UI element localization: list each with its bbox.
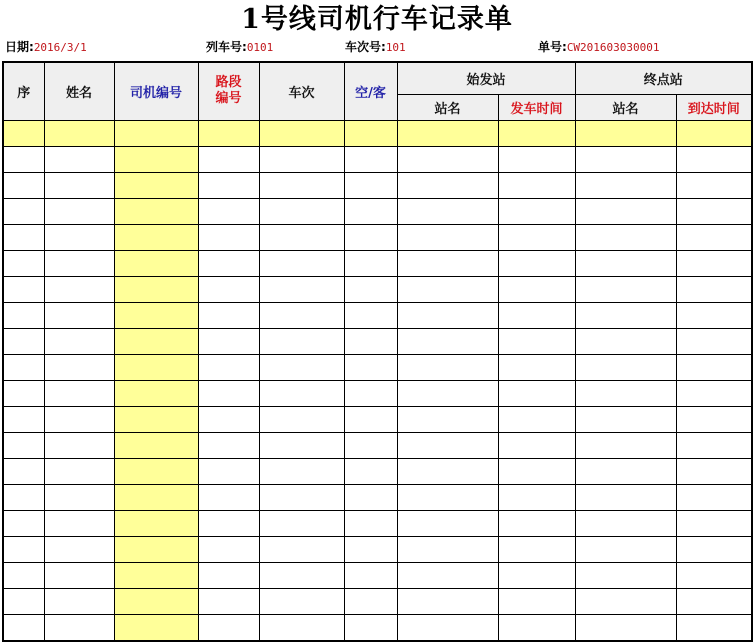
header-depart-time: 发车时间 [498,94,575,120]
cell-arrive-time[interactable] [676,432,752,458]
header-end-station: 终点站 [575,62,752,94]
cell-end-station-name[interactable] [575,380,676,406]
table-row [3,406,752,432]
cell-trip[interactable] [259,328,344,354]
date-label: 日期: [5,40,34,54]
cell-empty-passenger[interactable] [344,198,397,224]
cell-end-station-name[interactable] [575,302,676,328]
cell-trip[interactable] [259,432,344,458]
cell-trip[interactable] [259,224,344,250]
cell-trip[interactable] [259,406,344,432]
cell-trip[interactable] [259,562,344,588]
cell-depart-time[interactable] [498,510,575,536]
cell-driver-id[interactable] [114,614,198,641]
cell-trip[interactable] [259,198,344,224]
cell-depart-time[interactable] [498,406,575,432]
cell-end-station-name[interactable] [575,198,676,224]
cell-end-station-name[interactable] [575,614,676,641]
cell-name[interactable] [44,510,114,536]
cell-seq[interactable] [3,302,44,328]
cell-seq[interactable] [3,380,44,406]
cell-trip[interactable] [259,172,344,198]
cell-driver-id[interactable] [114,588,198,614]
cell-empty-passenger[interactable] [344,458,397,484]
order-number-value[interactable]: CW201603030001 [566,41,660,54]
cell-segment-id[interactable] [198,484,259,510]
cell-segment-id[interactable] [198,354,259,380]
cell-depart-time[interactable] [498,380,575,406]
table-row [3,432,752,458]
cell-driver-id[interactable] [114,146,198,172]
cell-trip[interactable] [259,510,344,536]
cell-arrive-time[interactable] [676,250,752,276]
cell-depart-time[interactable] [498,484,575,510]
cell-name[interactable] [44,250,114,276]
order-number-label: 单号: [538,40,567,54]
cell-trip[interactable] [259,354,344,380]
cell-end-station-name[interactable] [575,224,676,250]
cell-name[interactable] [44,354,114,380]
cell-segment-id[interactable] [198,172,259,198]
cell-start-station-name[interactable] [397,302,498,328]
cell-trip[interactable] [259,276,344,302]
cell-arrive-time[interactable] [676,276,752,302]
cell-seq[interactable] [3,562,44,588]
cell-empty-passenger[interactable] [344,120,397,146]
form-title: 1号线司机行车记录单 [241,4,513,35]
header-name: 姓名 [44,62,114,120]
cell-arrive-time[interactable] [676,458,752,484]
cell-seq[interactable] [3,120,44,146]
trip-number-field [345,39,406,56]
cell-name[interactable] [44,458,114,484]
cell-depart-time[interactable] [498,250,575,276]
cell-start-station-name[interactable] [397,588,498,614]
table-row [3,146,752,172]
cell-driver-id[interactable] [114,172,198,198]
table-row [3,588,752,614]
cell-start-station-name[interactable] [397,328,498,354]
cell-end-station-name[interactable] [575,562,676,588]
cell-end-station-name[interactable] [575,328,676,354]
cell-arrive-time[interactable] [676,510,752,536]
table-row [3,198,752,224]
cell-arrive-time[interactable] [676,328,752,354]
cell-driver-id[interactable] [114,484,198,510]
cell-end-station-name[interactable] [575,458,676,484]
cell-name[interactable] [44,172,114,198]
cell-trip[interactable] [259,458,344,484]
cell-driver-id[interactable] [114,198,198,224]
cell-empty-passenger[interactable] [344,224,397,250]
cell-driver-id[interactable] [114,432,198,458]
table-row [3,536,752,562]
cell-name[interactable] [44,302,114,328]
cell-start-station-name[interactable] [397,198,498,224]
cell-end-station-name[interactable] [575,536,676,562]
cell-name[interactable] [44,536,114,562]
cell-seq[interactable] [3,354,44,380]
cell-segment-id[interactable] [198,198,259,224]
cell-empty-passenger[interactable] [344,562,397,588]
cell-trip[interactable] [259,146,344,172]
cell-name[interactable] [44,380,114,406]
cell-segment-id[interactable] [198,380,259,406]
cell-end-station-name[interactable] [575,588,676,614]
cell-seq[interactable] [3,146,44,172]
cell-empty-passenger[interactable] [344,484,397,510]
order-number-field [538,39,660,56]
cell-name[interactable] [44,328,114,354]
cell-segment-id[interactable] [198,562,259,588]
header-start-station: 始发站 [397,62,575,94]
table-row [3,120,752,146]
cell-depart-time[interactable] [498,614,575,641]
cell-name[interactable] [44,432,114,458]
cell-name[interactable] [44,484,114,510]
cell-start-station-name[interactable] [397,354,498,380]
cell-seq[interactable] [3,328,44,354]
table-row [3,328,752,354]
cell-seq[interactable] [3,614,44,641]
cell-driver-id[interactable] [114,562,198,588]
cell-empty-passenger[interactable] [344,354,397,380]
table-row [3,276,752,302]
cell-driver-id[interactable] [114,536,198,562]
cell-end-station-name[interactable] [575,406,676,432]
cell-depart-time[interactable] [498,588,575,614]
cell-seq[interactable] [3,406,44,432]
cell-end-station-name[interactable] [575,484,676,510]
cell-trip[interactable] [259,120,344,146]
cell-depart-time[interactable] [498,536,575,562]
cell-trip[interactable] [259,588,344,614]
cell-empty-passenger[interactable] [344,328,397,354]
date-field [5,39,87,56]
cell-segment-id[interactable] [198,146,259,172]
cell-start-station-name[interactable] [397,614,498,641]
cell-seq[interactable] [3,484,44,510]
cell-driver-id[interactable] [114,510,198,536]
cell-empty-passenger[interactable] [344,614,397,641]
cell-end-station-name[interactable] [575,250,676,276]
header-empty-passenger: 空/客 [344,62,397,120]
cell-segment-id[interactable] [198,588,259,614]
cell-arrive-time[interactable] [676,484,752,510]
cell-name[interactable] [44,276,114,302]
table-row [3,250,752,276]
cell-depart-time[interactable] [498,432,575,458]
cell-start-station-name[interactable] [397,224,498,250]
cell-arrive-time[interactable] [676,380,752,406]
header-segment-id-text: 路段编号 [215,75,242,107]
cell-depart-time[interactable] [498,328,575,354]
cell-empty-passenger[interactable] [344,432,397,458]
cell-segment-id[interactable] [198,224,259,250]
table-row [3,172,752,198]
cell-start-station-name[interactable] [397,432,498,458]
cell-arrive-time[interactable] [676,562,752,588]
cell-start-station-name[interactable] [397,562,498,588]
cell-name[interactable] [44,614,114,641]
cell-arrive-time[interactable] [676,354,752,380]
train-number-value[interactable]: 0101 [246,41,274,54]
cell-empty-passenger[interactable] [344,250,397,276]
cell-name[interactable] [44,198,114,224]
cell-seq[interactable] [3,198,44,224]
cell-empty-passenger[interactable] [344,536,397,562]
train-number-label: 列车号: [206,40,247,54]
cell-start-station-name[interactable] [397,120,498,146]
cell-empty-passenger[interactable] [344,302,397,328]
header-start-station-name: 站名 [397,94,498,120]
cell-seq[interactable] [3,432,44,458]
cell-arrive-time[interactable] [676,588,752,614]
cell-seq[interactable] [3,172,44,198]
cell-seq[interactable] [3,224,44,250]
table-row [3,562,752,588]
cell-driver-id[interactable] [114,276,198,302]
cell-depart-time[interactable] [498,172,575,198]
cell-empty-passenger[interactable] [344,146,397,172]
cell-segment-id[interactable] [198,510,259,536]
cell-name[interactable] [44,224,114,250]
header-segment-id [198,62,259,120]
cell-segment-id[interactable] [198,328,259,354]
cell-end-station-name[interactable] [575,432,676,458]
cell-arrive-time[interactable] [676,536,752,562]
table-row [3,484,752,510]
cell-empty-passenger[interactable] [344,588,397,614]
cell-depart-time[interactable] [498,224,575,250]
cell-empty-passenger[interactable] [344,406,397,432]
cell-end-station-name[interactable] [575,120,676,146]
cell-seq[interactable] [3,250,44,276]
table-row [3,380,752,406]
cell-depart-time[interactable] [498,302,575,328]
cell-segment-id[interactable] [198,120,259,146]
cell-driver-id[interactable] [114,302,198,328]
cell-segment-id[interactable] [198,458,259,484]
cell-driver-id[interactable] [114,224,198,250]
cell-seq[interactable] [3,458,44,484]
cell-seq[interactable] [3,510,44,536]
table-row [3,458,752,484]
trip-number-value[interactable]: 101 [385,41,406,54]
date-value[interactable]: 2016/3/1 [33,41,87,54]
cell-depart-time[interactable] [498,458,575,484]
cell-start-station-name[interactable] [397,536,498,562]
cell-empty-passenger[interactable] [344,510,397,536]
cell-start-station-name[interactable] [397,458,498,484]
cell-empty-passenger[interactable] [344,276,397,302]
cell-arrive-time[interactable] [676,120,752,146]
cell-seq[interactable] [3,588,44,614]
cell-start-station-name[interactable] [397,250,498,276]
cell-arrive-time[interactable] [676,302,752,328]
cell-end-station-name[interactable] [575,510,676,536]
cell-end-station-name[interactable] [575,354,676,380]
cell-arrive-time[interactable] [676,224,752,250]
cell-arrive-time[interactable] [676,406,752,432]
cell-segment-id[interactable] [198,614,259,641]
header-driver-id: 司机编号 [114,62,198,120]
cell-start-station-name[interactable] [397,510,498,536]
cell-empty-passenger[interactable] [344,380,397,406]
cell-arrive-time[interactable] [676,198,752,224]
cell-segment-id[interactable] [198,276,259,302]
cell-depart-time[interactable] [498,562,575,588]
table-row [3,354,752,380]
cell-arrive-time[interactable] [676,172,752,198]
cell-trip[interactable] [259,302,344,328]
cell-start-station-name[interactable] [397,484,498,510]
table-row [3,224,752,250]
cell-depart-time[interactable] [498,354,575,380]
cell-driver-id[interactable] [114,354,198,380]
trip-number-label: 车次号: [345,40,386,54]
cell-depart-time[interactable] [498,198,575,224]
cell-depart-time[interactable] [498,146,575,172]
cell-start-station-name[interactable] [397,380,498,406]
cell-start-station-name[interactable] [397,146,498,172]
train-number-field [206,39,273,56]
cell-empty-passenger[interactable] [344,172,397,198]
table-row [3,510,752,536]
cell-trip[interactable] [259,536,344,562]
cell-start-station-name[interactable] [397,406,498,432]
cell-end-station-name[interactable] [575,172,676,198]
cell-arrive-time[interactable] [676,614,752,641]
cell-depart-time[interactable] [498,120,575,146]
cell-segment-id[interactable] [198,302,259,328]
header-trip: 车次 [259,62,344,120]
cell-segment-id[interactable] [198,250,259,276]
cell-end-station-name[interactable] [575,276,676,302]
cell-start-station-name[interactable] [397,172,498,198]
record-table [2,61,753,642]
cell-arrive-time[interactable] [676,146,752,172]
table-row [3,614,752,641]
cell-trip[interactable] [259,380,344,406]
cell-driver-id[interactable] [114,120,198,146]
cell-driver-id[interactable] [114,406,198,432]
cell-name[interactable] [44,146,114,172]
cell-segment-id[interactable] [198,536,259,562]
cell-seq[interactable] [3,276,44,302]
cell-driver-id[interactable] [114,380,198,406]
cell-driver-id[interactable] [114,328,198,354]
header-arrive-time: 到达时间 [676,94,752,120]
cell-name[interactable] [44,120,114,146]
cell-end-station-name[interactable] [575,146,676,172]
record-rows [3,120,752,641]
cell-segment-id[interactable] [198,432,259,458]
cell-driver-id[interactable] [114,458,198,484]
cell-name[interactable] [44,406,114,432]
header-seq: 序 [3,62,44,120]
header-end-station-name: 站名 [575,94,676,120]
cell-trip[interactable] [259,250,344,276]
cell-seq[interactable] [3,536,44,562]
cell-name[interactable] [44,562,114,588]
cell-trip[interactable] [259,484,344,510]
cell-segment-id[interactable] [198,406,259,432]
cell-name[interactable] [44,588,114,614]
cell-trip[interactable] [259,614,344,641]
cell-depart-time[interactable] [498,276,575,302]
cell-driver-id[interactable] [114,250,198,276]
cell-start-station-name[interactable] [397,276,498,302]
table-row [3,302,752,328]
